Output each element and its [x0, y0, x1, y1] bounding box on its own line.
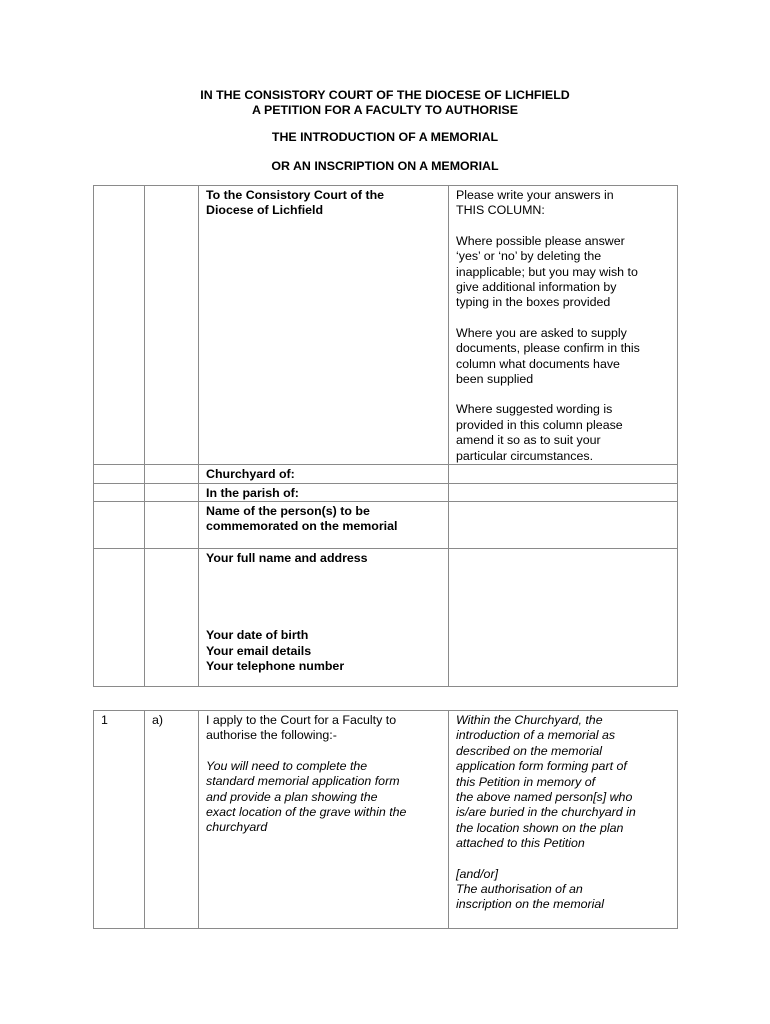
intro-cell	[199, 186, 449, 465]
apply-text: I apply to the Court for a Faculty to authorise the following:-	[206, 713, 397, 743]
name-address-label: Your full name and address	[206, 550, 368, 565]
instruction-documents: Where you are asked to supply documents, please confirm in this column what documents have been supplied	[456, 325, 640, 387]
email-label: Your email details	[206, 643, 312, 658]
commemorated-label-cell	[199, 501, 449, 548]
number-cell	[94, 186, 145, 465]
applicant-details-table	[93, 185, 678, 687]
petition-subject-alt: OR AN INSCRIPTION ON A MEMORIAL	[271, 159, 499, 173]
phone-label: Your telephone number	[206, 659, 345, 674]
item-letter-text: a)	[152, 713, 164, 727]
parish-label: In the parish of:	[206, 485, 299, 500]
petition-title: A PETITION FOR A FACULTY TO AUTHORISE	[252, 103, 518, 117]
instruction-yes-no: Where possible please answer ‘yes’ or ‘no’ by deleting the inapplicable; but you may wish to give additional information by typing in the boxes provided	[456, 233, 638, 310]
request-answer[interactable]	[449, 711, 678, 929]
applicant-details-cell	[199, 548, 449, 686]
commemorated-label: Name of the person(s) to be commemorated on the memorial	[206, 503, 398, 534]
faculty-request-table	[93, 710, 678, 929]
item-number-text: 1	[101, 713, 108, 727]
petition-subject: THE INTRODUCTION OF A MEMORIAL	[271, 130, 499, 144]
request-memorial-text: Within the Churchyard, the introduction of a memorial as described on the memorial application form forming part of this Petition in memory of the above named person[s] who is/are buried in the churchyard in the location shown on the plan attached to this Petition	[456, 713, 636, 851]
intro-label: To the Consistory Court of the Diocese of Lichfield	[206, 188, 385, 218]
churchyard-label-cell	[199, 465, 449, 483]
apply-note: You will need to complete the standard memorial application form and provide a plan showing the exact location of the grave within the churchyard	[206, 758, 407, 835]
churchyard-answer[interactable]	[449, 465, 678, 483]
request-andor: [and/or]	[456, 866, 499, 881]
court-title: IN THE CONSISTORY COURT OF THE DIOCESE OF LICHFIELD	[200, 88, 570, 102]
parish-answer[interactable]	[449, 483, 678, 501]
apply-cell	[199, 711, 449, 929]
applicant-details-answer[interactable]	[449, 548, 678, 686]
item-letter	[145, 711, 199, 929]
churchyard-label: Churchyard of:	[206, 467, 295, 482]
request-inscription-text: The authorisation of an inscription on the memorial	[456, 882, 605, 912]
instruction-answers-column: Please write your answers in THIS COLUMN:	[456, 188, 614, 218]
dob-label: Your date of birth	[206, 628, 309, 643]
item-number	[94, 711, 145, 929]
letter-cell	[145, 186, 199, 465]
instruction-wording: Where suggested wording is provided in this column please amend it so as to suit your particular circumstances.	[456, 402, 623, 463]
parish-label-cell	[199, 483, 449, 501]
commemorated-answer[interactable]	[449, 501, 678, 548]
instructions-cell	[449, 186, 678, 465]
